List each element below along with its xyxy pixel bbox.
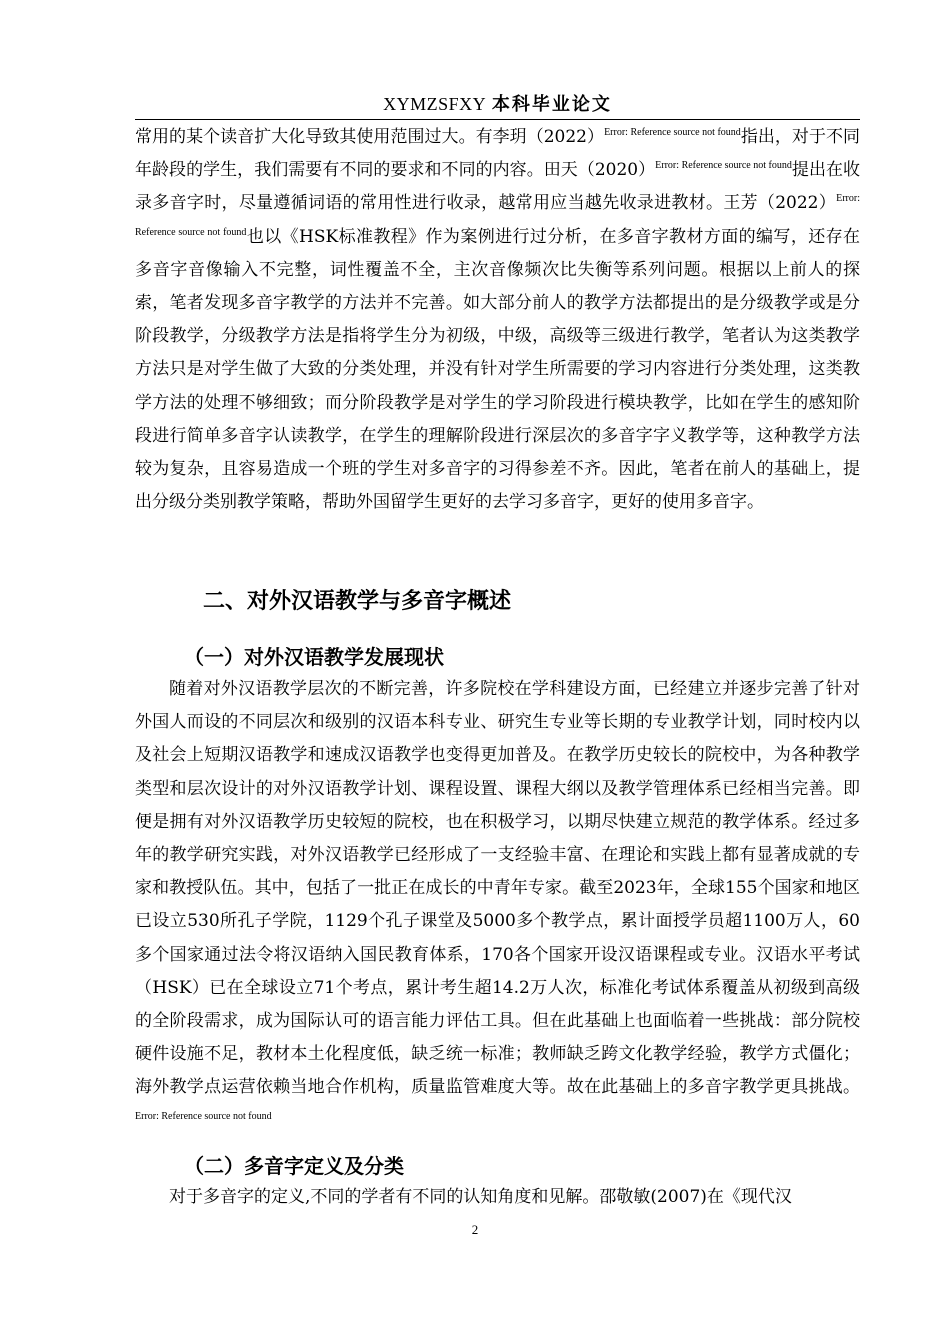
header-rule [135, 119, 860, 120]
reference-error: Error: Reference source not found [604, 127, 741, 138]
p2-text: 随着对外汉语教学层次的不断完善，许多院校在学科建设方面，已经建立并逐步完善了针对外国人而设的不同层次和级别的汉语本科专业、研究生专业等长期的专业教学计划，同时校内以及社会上短期汉语教学和速成汉语教学也变得更加普及。在教学历史较长的院校中，为各种教学类型和层次设计的对外汉语教学计划、课程设置、课程大纲以及教学管理体系已经相当完善。即便是拥有对外汉语教学历史较短的院校，也在积极学习，以期尽快建立规范的教学体系。经过多年的教学研究实践，对外汉语教学已经形成了一支经验丰富、在理论和实践上都有显著成就的专家和教授队伍。其中，包括了一批正在成长的中青年专家。截至2023年，全球155个国家和地区已设立530所孔子学院，1129个孔子课堂及5000多个教学点，累计面授学员超1100万人，60多个国家通过法令将汉语纳入国民教育体系，170各个国家开设汉语课程或专业。汉语水平考试（HSK）已在全球设立71个考点，累计考生超14.2万人次，标准化考试体系覆盖从初级到高级的全阶段需求，成为国际认可的语言能力评估工具。但在此基础上也面临着一些挑战：部分院校硬件设施不足，教材本土化程度低，缺乏统一标准；教师缺乏跨文化教学经验，教学方式僵化；海外教学点运营依赖当地合作机构，质量监管难度大等。故在此基础上的多音字教学更具挑战。 [135, 679, 860, 1098]
reference-error: Error: Reference source not found [135, 1110, 272, 1122]
paragraph-definition [135, 1181, 860, 1214]
page-number: 2 [471, 1222, 479, 1237]
reference-error: Error: Reference source not found [135, 193, 860, 238]
section-heading: 二、对外汉语教学与多音字概述 [203, 589, 512, 614]
header-code: XYMZSFXY [383, 94, 487, 114]
p1-text-4: 也以《HSK标准教程》作为案例进行过分析，在多音字教材方面的编写，还存在多音字音像输入不完整，词性覆盖不全，主次音像频次比失衡等系列问题。根据以上前人的探索，笔者发现多音字教学的方法并不完善。如大部分前人的教学方法都提出的是分级教学或是分阶段教学，分级教学方法是指将学生分为初级，中级，高级等三级进行教学，笔者认为这类教学方法只是对学生做了大致的分类处理，并没有针对学生所需要的学习内容进行分类处理，这类教学方法的处理不够细致；而分阶段教学是对学生的学习阶段进行模块教学，比如在学生的感知阶段进行简单多音字认读教学，在学生的理解阶段进行深层次的多音字字义教学等，这种教学方法较为复杂，且容易造成一个班的学生对多音字的习得参差不齐。因此，笔者在前人的基础上，提出分级分类别教学策略，帮助外国留学生更好的去学习多音字，更好的使用多音字。 [135, 226, 861, 513]
p1-text-1: 常用的某个读音扩大化导致其使用范围过大。有李玥（2022） [135, 127, 605, 147]
header-title: 本科毕业论文 [491, 94, 612, 115]
subsection-heading-1: （一）对外汉语教学发展现状 [184, 645, 444, 669]
paragraph-literature-review [135, 121, 860, 519]
subsection-heading-2: （二）多音字定义及分类 [184, 1154, 404, 1178]
paragraph-teaching-status [135, 673, 860, 1138]
p3-text: 对于多音字的定义,不同的学者有不同的认知角度和见解。邵敬敏(2007)在《现代汉 [169, 1187, 792, 1207]
p1-text-2: 指出，对于不同年龄段的学生，我们需要有不同的要求和不同的内容。田天（2020） [135, 127, 861, 181]
running-header [135, 92, 860, 117]
p1-text-3: 提出在收录多音字时，尽量遵循词语的常用性进行收录，越常用应当越先收录进教材。王芳（2022） [135, 160, 861, 214]
reference-error: Error: Reference source not found [655, 160, 792, 172]
